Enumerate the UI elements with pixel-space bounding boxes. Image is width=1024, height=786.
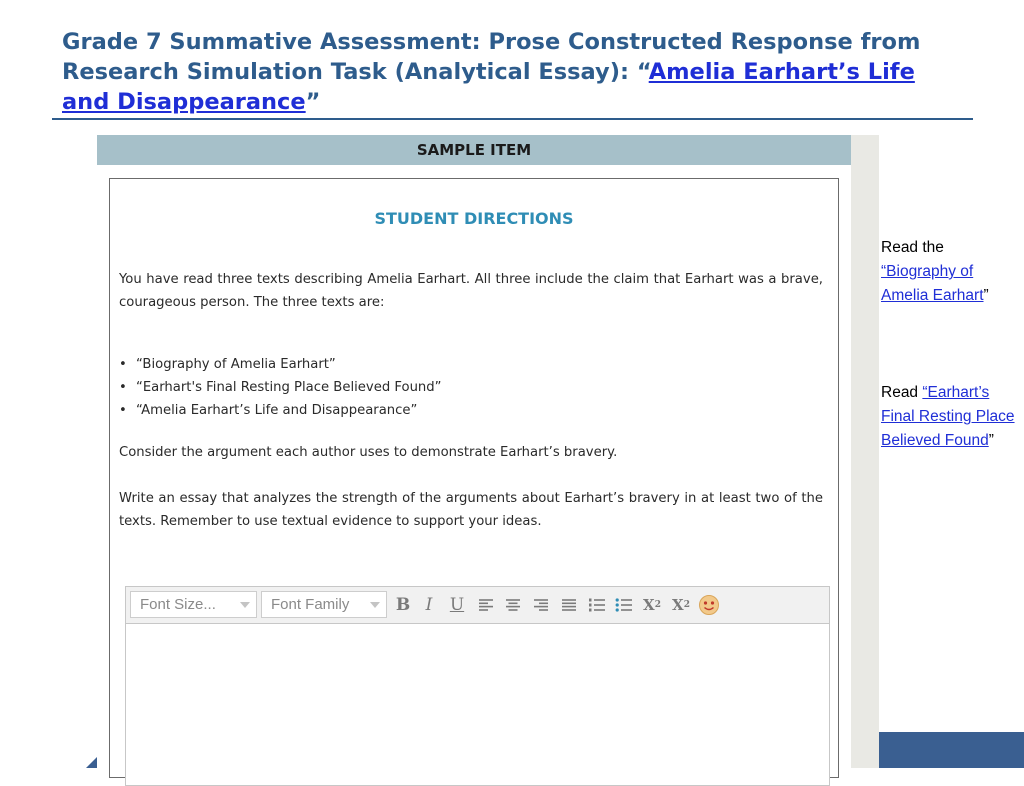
editor-textarea[interactable] — [126, 624, 829, 785]
list-item: • “Earhart's Final Resting Place Believed Found” — [119, 376, 442, 399]
editor-toolbar — [126, 587, 829, 624]
underline-icon[interactable]: U — [449, 595, 465, 615]
side-note-biography — [881, 236, 1024, 308]
side-note-final-resting-place — [881, 381, 1024, 453]
accent-block — [879, 732, 1024, 768]
side-note-suffix: ” — [983, 287, 989, 304]
title-divider — [52, 118, 973, 120]
subscript-mark: 2 — [654, 600, 661, 610]
side-note-suffix: ” — [988, 432, 994, 449]
directions-heading: STUDENT DIRECTIONS — [374, 209, 574, 228]
title-suffix: ” — [305, 89, 321, 115]
bold-icon[interactable]: B — [395, 595, 411, 615]
link-line: Believed Found — [881, 432, 989, 449]
directions-task: Write an essay that analyzes the strength of the arguments about Earhart’s bravery in at least two of the texts. Remember to use textual evidence to support your ideas. — [119, 491, 823, 529]
ordered-list-icon[interactable] — [585, 592, 609, 618]
align-left-icon[interactable] — [474, 592, 498, 618]
directions-consider: Consider the argument each author uses to demonstrate Earhart’s bravery. — [119, 445, 618, 460]
chevron-down-icon — [240, 602, 250, 608]
align-justify-icon[interactable] — [557, 592, 581, 618]
unordered-list-icon[interactable] — [612, 592, 636, 618]
texts-list — [119, 353, 442, 422]
link-line: “Earhart’s — [922, 384, 990, 401]
chevron-down-icon — [370, 602, 380, 608]
title-prefix: Grade 7 Summative Assessment: Prose Constructed Response from Research Simulation Task (Analytical Essay): “ — [62, 29, 921, 85]
list-item: • “Amelia Earhart’s Life and Disappearance” — [119, 399, 442, 422]
essay-editor[interactable] — [125, 586, 830, 786]
slide-title — [62, 27, 962, 117]
font-family-label: Font Family — [271, 596, 350, 613]
link-line: Final Resting Place — [881, 408, 1015, 425]
font-size-label: Font Size... — [140, 596, 216, 613]
directions-intro: You have read three texts describing Amelia Earhart. All three include the claim that Earhart was a brave, courageous person. The three texts are: — [119, 272, 823, 310]
align-center-icon[interactable] — [501, 592, 525, 618]
font-family-select[interactable] — [261, 591, 387, 618]
align-right-icon[interactable] — [529, 592, 553, 618]
subscript-label: X — [643, 596, 655, 614]
font-size-select[interactable] — [130, 591, 257, 618]
biography-link[interactable]: “Biography of Amelia Earhart — [881, 263, 984, 304]
list-item: • “Biography of Amelia Earhart” — [119, 353, 442, 376]
superscript-mark: 2 — [683, 600, 690, 610]
superscript-label: X — [672, 596, 684, 614]
side-note-prefix: Read — [881, 384, 923, 401]
corner-triangle — [86, 757, 97, 768]
side-note-prefix: Read the — [881, 239, 944, 256]
superscript-icon[interactable] — [669, 592, 693, 618]
sample-item-card — [109, 178, 839, 778]
sample-item-bar: SAMPLE ITEM — [97, 135, 851, 165]
emoticon-icon[interactable] — [697, 592, 721, 618]
subscript-icon[interactable] — [640, 592, 664, 618]
title-link[interactable]: Amelia Earhart’s Life and Disappearance — [62, 59, 915, 115]
italic-icon[interactable]: I — [425, 595, 433, 615]
